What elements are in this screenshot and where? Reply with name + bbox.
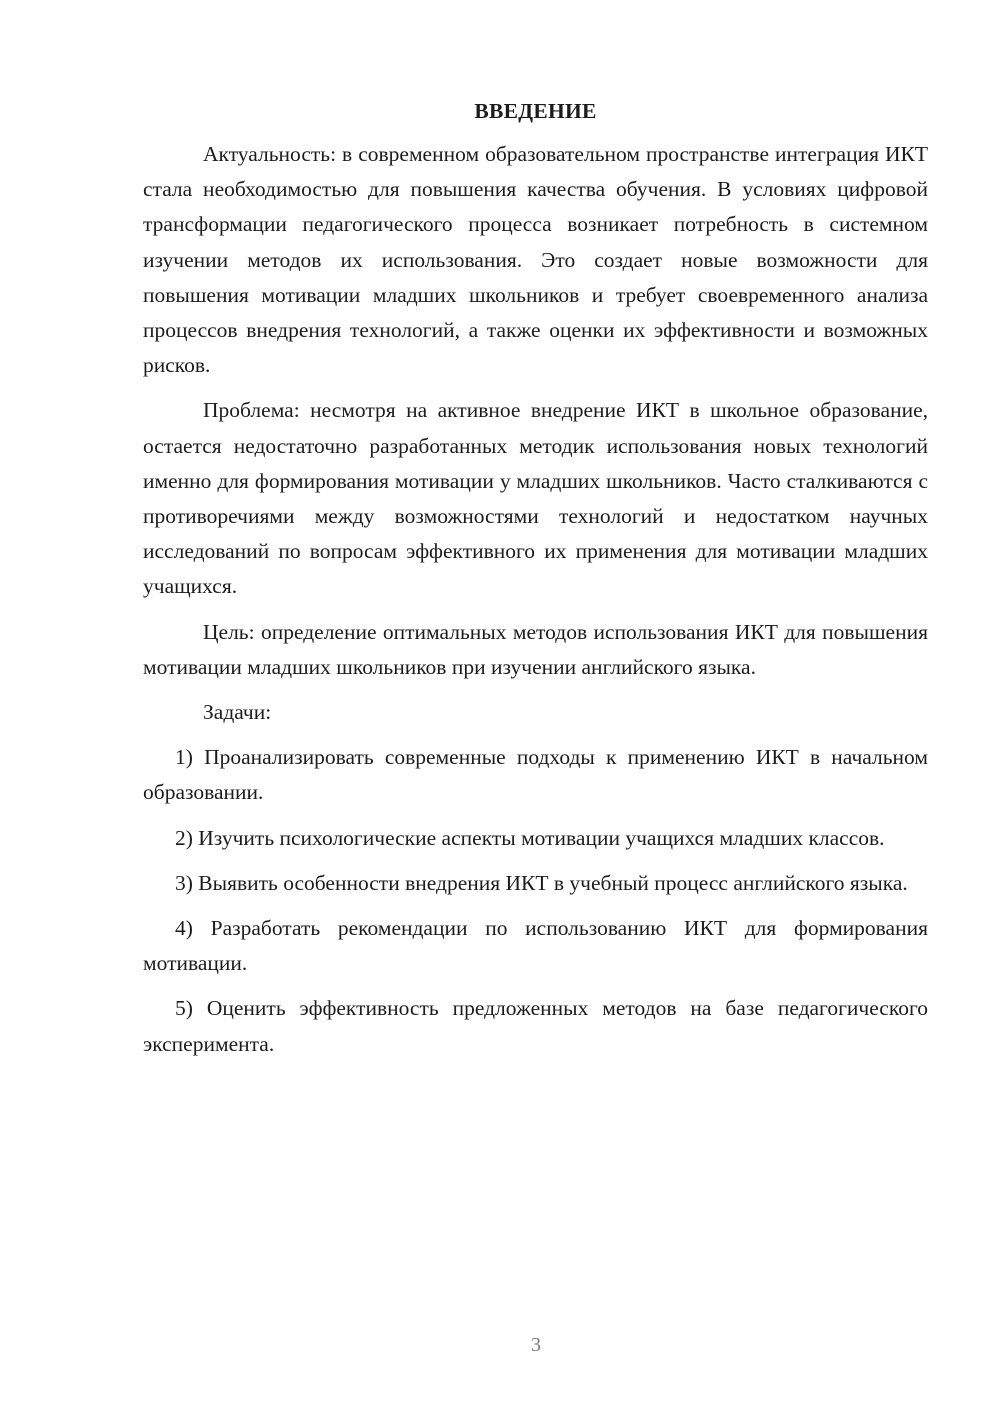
task-item: 3) Выявить особенности внедрения ИКТ в учебный процесс английского языка. bbox=[175, 870, 908, 895]
task-item: 4) Разработать рекомендации по использованию ИКТ для формирования мотивации. bbox=[143, 916, 928, 976]
relevance-paragraph: Актуальность: в современном образовательном пространстве интеграция ИКТ стала необходимостью для повышения качества обучения. В условиях цифровой трансформации педагогического процесса возникает потребность в системном изучении методов их использования. Это создает новые возможности для повышения мотивации младших школьников и требует своевременного анализа процессов внедрения технологий, а также оценки их эффективности и возможных рисков. bbox=[143, 142, 928, 378]
task-item: 5) Оценить эффективность предложенных методов на базе педагогического эксперимента. bbox=[143, 996, 928, 1056]
task-item: 2) Изучить психологические аспекты мотивации учащихся младших классов. bbox=[175, 825, 885, 850]
goal-paragraph: Цель: определение оптимальных методов использования ИКТ для повышения мотивации младших школьников при изучении английского языка. bbox=[143, 619, 928, 679]
tasks-heading: Задачи: bbox=[203, 700, 272, 725]
page-content bbox=[143, 95, 928, 1072]
page-number: 3 bbox=[531, 1334, 541, 1356]
section-heading: ВВЕДЕНИЕ bbox=[474, 99, 597, 123]
task-item: 1) Проанализировать современные подходы к применению ИКТ в начальном образовании. bbox=[143, 745, 928, 805]
problem-paragraph: Проблема: несмотря на активное внедрение ИКТ в школьное образование, остается недостаточно разработанных методик использования новых технологий именно для формирования мотивации у младших школьников. Часто сталкиваются с противоречиями между возможностями технологий и недостатком научных исследований по вопросам эффективного их применения для мотивации младших учащихся. bbox=[143, 398, 928, 599]
